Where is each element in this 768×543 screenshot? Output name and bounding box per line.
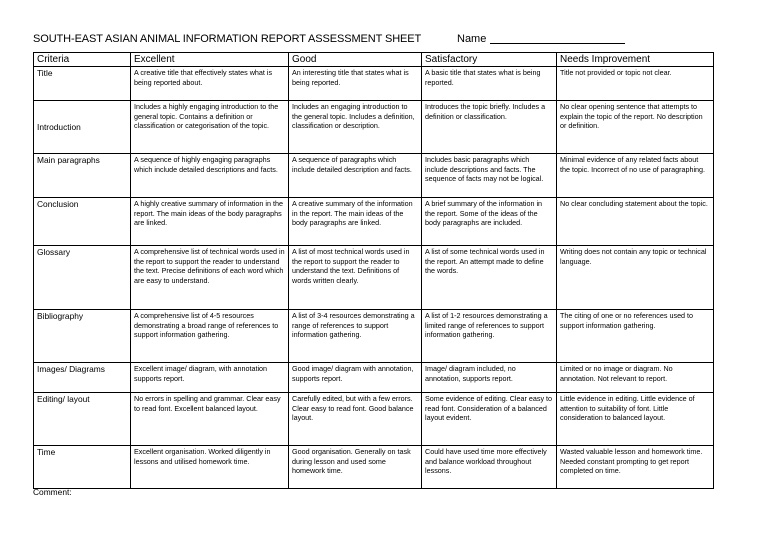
table-row (34, 393, 714, 446)
satisfactory-cell: Includes basic paragraphs which include descriptions and facts. The sequence of facts may not be logical. (422, 154, 557, 198)
excellent-cell: A comprehensive list of technical words used in the report to support the reader to understand the text. Precise definitions of each word which are easy to understand. (131, 246, 289, 310)
excellent-cell: No errors in spelling and grammar. Clear easy to read font. Excellent balanced layout. (131, 393, 289, 446)
good-cell: Good organisation. Generally on task during lesson and used some homework time. (289, 446, 422, 489)
page-header (33, 31, 733, 47)
good-cell: A list of most technical words used in the report to support the reader to understand the text. Definitions of words written clearly. (289, 246, 422, 310)
needs-improvement-cell: Writing does not contain any topic or technical language. (557, 246, 714, 310)
criteria-cell: Time (34, 446, 131, 489)
comment-label: Comment: (33, 487, 72, 497)
criteria-cell: Conclusion (34, 198, 131, 246)
criteria-cell: Main paragraphs (34, 154, 131, 198)
table-row (34, 363, 714, 393)
satisfactory-cell: A list of some technical words used in the report. An attempt made to define the words. (422, 246, 557, 310)
satisfactory-cell: Introduces the topic briefly. Includes a definition or classification. (422, 101, 557, 154)
excellent-cell: Includes a highly engaging introduction to the general topic. Contains a definition or classification or categorisation of the topic. (131, 101, 289, 154)
excellent-cell: Excellent image/ diagram, with annotation supports report. (131, 363, 289, 393)
satisfactory-cell: Image/ diagram included, no annotation, supports report. (422, 363, 557, 393)
column-header-satisfactory: Satisfactory (422, 53, 557, 67)
good-cell: Good image/ diagram with annotation, supports report. (289, 363, 422, 393)
good-cell: Carefully edited, but with a few errors. Clear easy to read font. Good balance layout. (289, 393, 422, 446)
needs-improvement-cell: Title not provided or topic not clear. (557, 67, 714, 101)
column-header-criteria: Criteria (34, 53, 131, 67)
satisfactory-cell: A basic title that states what is being reported. (422, 67, 557, 101)
needs-improvement-cell: No clear opening sentence that attempts to explain the topic of the report. No description or definition. (557, 101, 714, 154)
criteria-cell: Title (34, 67, 131, 101)
table-row (34, 154, 714, 198)
good-cell: A creative summary of the information in the report. The main ideas of the body paragraphs are linked. (289, 198, 422, 246)
criteria-cell: Introduction (34, 101, 131, 154)
criteria-cell: Editing/ layout (34, 393, 131, 446)
table-row (34, 246, 714, 310)
excellent-cell: A sequence of highly engaging paragraphs which include detailed descriptions and facts. (131, 154, 289, 198)
table-row (34, 101, 714, 154)
good-cell: A sequence of paragraphs which include detailed description and facts. (289, 154, 422, 198)
good-cell: A list of 3-4 resources demonstrating a range of references to support information gathering. (289, 310, 422, 363)
needs-improvement-cell: Wasted valuable lesson and homework time. Needed constant prompting to get report completed on time. (557, 446, 714, 489)
excellent-cell: Excellent organisation. Worked diligently in lessons and utilised homework time. (131, 446, 289, 489)
excellent-cell: A comprehensive list of 4-5 resources demonstrating a broad range of references to support information gathering. (131, 310, 289, 363)
table-row (34, 446, 714, 489)
satisfactory-cell: Some evidence of editing. Clear easy to read font. Consideration of a balanced layout evident. (422, 393, 557, 446)
sheet-title: SOUTH-EAST ASIAN ANIMAL INFORMATION REPORT ASSESSMENT SHEET (33, 33, 422, 45)
criteria-cell: Glossary (34, 246, 131, 310)
good-cell: Includes an engaging introduction to the general topic. Includes a definition, classification or description. (289, 101, 422, 154)
table-header-row (34, 53, 714, 67)
needs-improvement-cell: Limited or no image or diagram. No annotation. Not relevant to report. (557, 363, 714, 393)
needs-improvement-cell: The citing of one or no references used to support information gathering. (557, 310, 714, 363)
name-field-line[interactable] (490, 43, 625, 44)
criteria-cell: Bibliography (34, 310, 131, 363)
column-header-needs-improvement: Needs Improvement (557, 53, 714, 67)
needs-improvement-cell: Little evidence in editing. Little evidence of attention to suitability of font. Little consideration to balanced layout. (557, 393, 714, 446)
satisfactory-cell: A brief summary of the information in the report. Some of the ideas of the body paragraphs are included. (422, 198, 557, 246)
table-row (34, 310, 714, 363)
column-header-good: Good (289, 53, 422, 67)
column-header-excellent: Excellent (131, 53, 289, 67)
name-label: Name (457, 33, 487, 45)
table-row (34, 198, 714, 246)
criteria-cell: Images/ Diagrams (34, 363, 131, 393)
good-cell: An interesting title that states what is being reported. (289, 67, 422, 101)
needs-improvement-cell: Minimal evidence of any related facts about the topic. Incorrect of no use of paragraphing. (557, 154, 714, 198)
excellent-cell: A creative title that effectively states what is being reported about. (131, 67, 289, 101)
satisfactory-cell: Could have used time more effectively and balance workload throughout lessons. (422, 446, 557, 489)
satisfactory-cell: A list of 1-2 resources demonstrating a limited range of references to support information gathering. (422, 310, 557, 363)
excellent-cell: A highly creative summary of information in the report. The main ideas of the body paragraphs are linked. (131, 198, 289, 246)
needs-improvement-cell: No clear concluding statement about the topic. (557, 198, 714, 246)
table-row (34, 67, 714, 101)
assessment-rubric-table (33, 52, 714, 489)
